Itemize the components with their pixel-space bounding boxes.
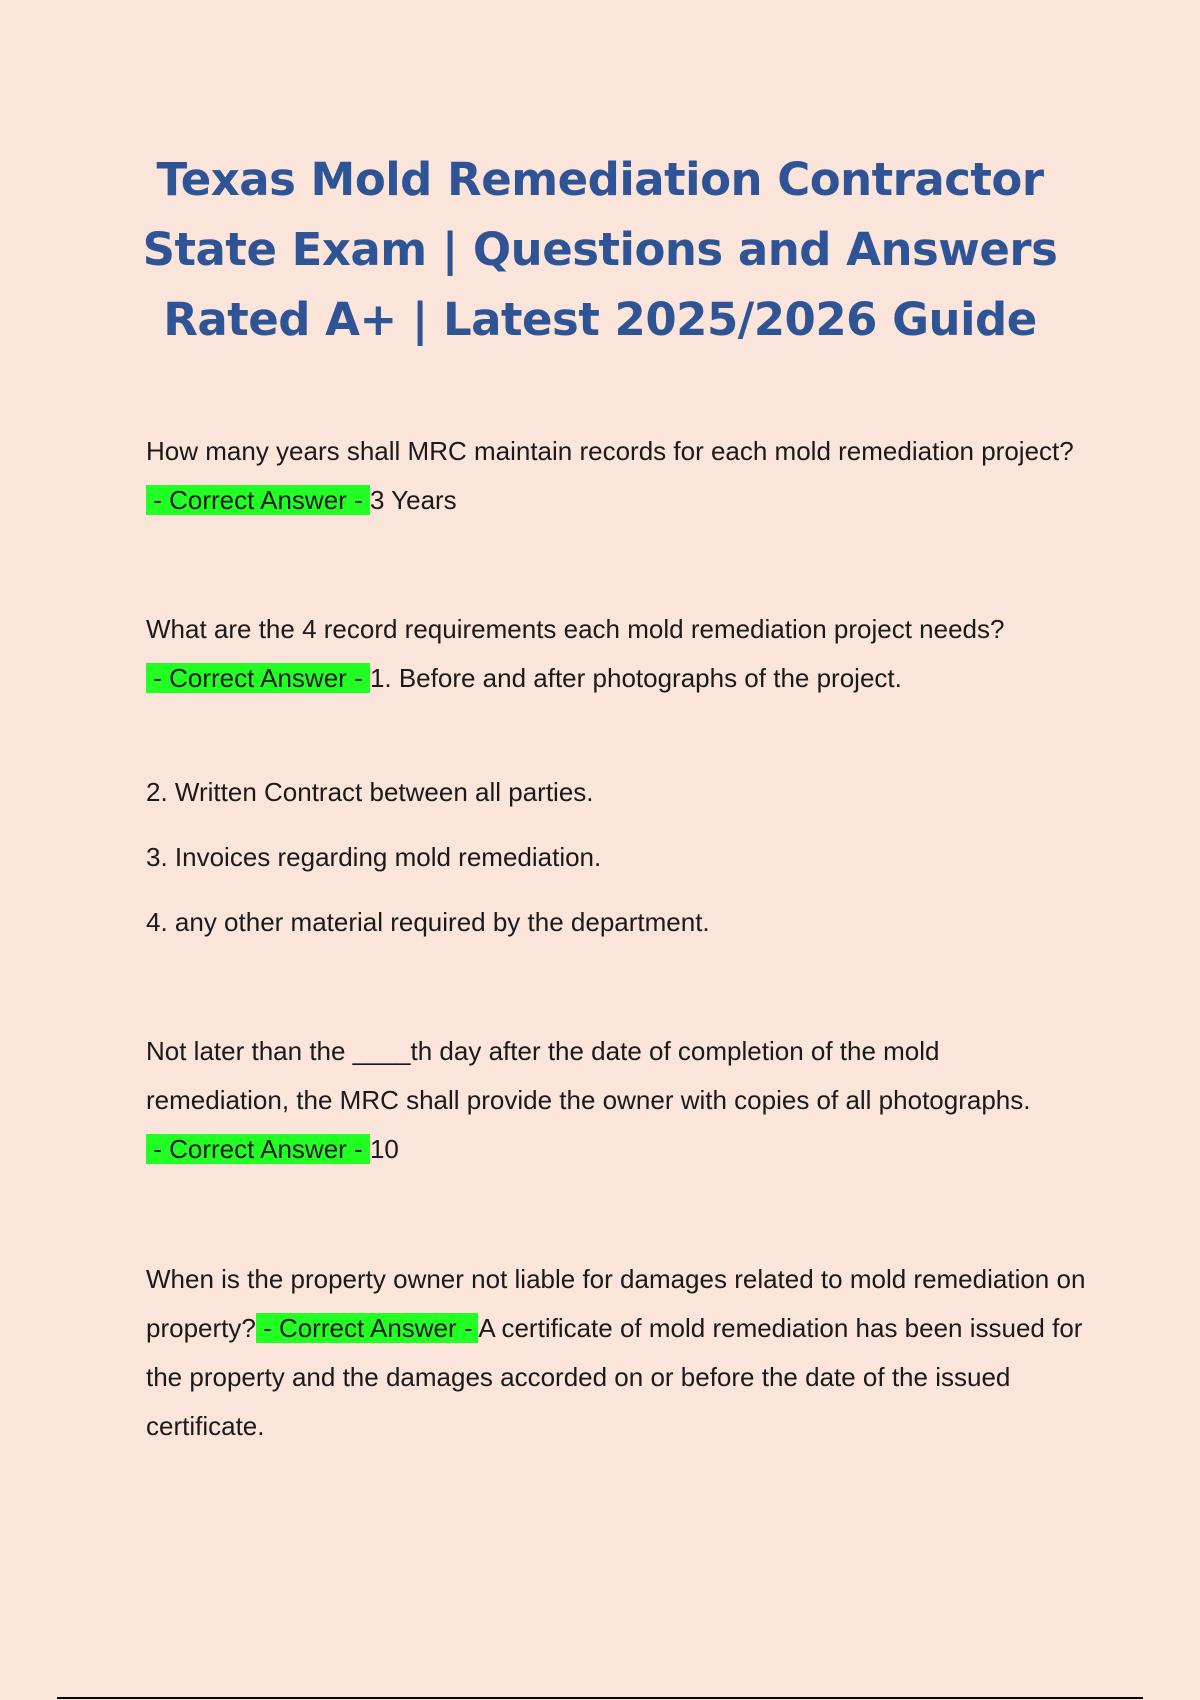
question-text: When is the property owner not liable for damages related to mold remediation on property? xyxy=(146,1264,1086,1343)
question-text: Not later than the ____th day after the date of completion of the mold remediation, the MRC shall provide the owner with copies of all photographs. xyxy=(146,1036,1031,1115)
question-block-3 xyxy=(146,1027,1086,1174)
correct-answer-marker: - Correct Answer - xyxy=(146,1134,370,1164)
list-item: 2. Written Contract between all parties. xyxy=(146,777,594,807)
document-title xyxy=(100,145,1100,355)
answer-text: A certificate of mold remediation has been issued for the property and the damages accorded on or before the date of the issued certificate. xyxy=(146,1313,1083,1441)
question-block-4 xyxy=(146,1255,1086,1451)
answer-text: 10 xyxy=(369,1134,399,1164)
correct-answer-marker: - Correct Answer - xyxy=(146,485,370,515)
title-line-2: State Exam | Questions and Answers xyxy=(142,223,1058,276)
answer-text: 3 Years xyxy=(369,485,457,515)
list-item: 4. any other material required by the department. xyxy=(146,907,710,937)
answer-text: 1. Before and after photographs of the project. xyxy=(369,663,902,693)
list-item: 3. Invoices regarding mold remediation. xyxy=(146,842,602,872)
question-block-2 xyxy=(146,605,1086,703)
title-line-3: Rated A+ | Latest 2025/2026 Guide xyxy=(163,293,1037,346)
question-text: What are the 4 record requirements each mold remediation project needs? xyxy=(146,614,1005,644)
correct-answer-marker: - Correct Answer - xyxy=(255,1313,479,1343)
question-block-1 xyxy=(146,427,1086,525)
question-text: How many years shall MRC maintain records for each mold remediation project? xyxy=(146,436,1074,466)
title-line-1: Texas Mold Remediation Contractor xyxy=(156,153,1044,206)
correct-answer-marker: - Correct Answer - xyxy=(146,663,370,693)
footer-divider xyxy=(57,1697,1143,1699)
